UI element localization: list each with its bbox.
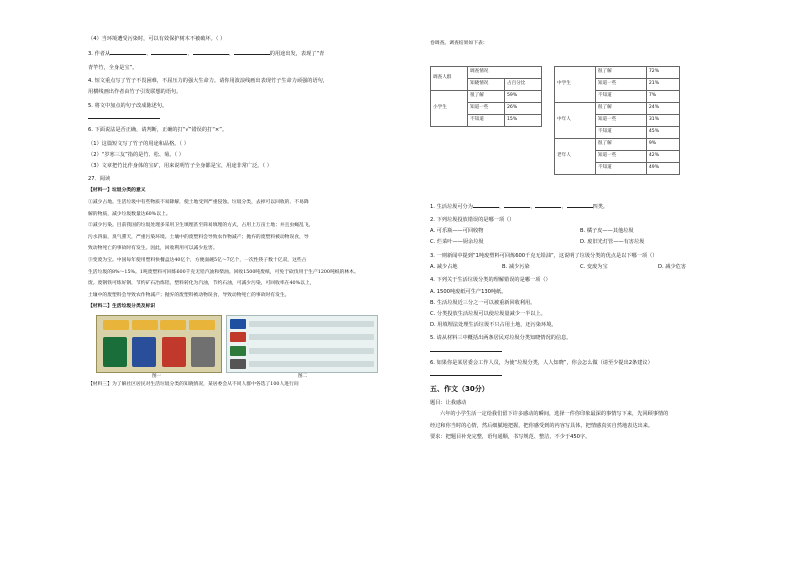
question-6-3: （3）文章把竹比作身体的宝矿，用来说明竹子全身都是宝，用途非常广泛。（ ） (88, 162, 272, 169)
question-4: 4. 短文重点写了竹子不畏困难，不屈压力的强大生命力。请你用波浪线画出表现竹子生命力顽强的语句， (88, 78, 329, 85)
q4-option-d[interactable]: D. 用填埋法处理生活垃圾不只占用土地，还污染环境。 (430, 322, 557, 329)
material-1-title: 【材料一】垃圾分类的意义 (88, 187, 146, 194)
survey-tables (430, 52, 740, 202)
survey-table-primary (430, 66, 542, 127)
composition-prompt: 六年的小学生活一定给我们留下许多感动的瞬间，选择一件你印象最深的事情写下来，先回顾事情的 (440, 411, 669, 418)
recyclable-sign-icon (230, 319, 246, 329)
question-4-cont: 用横线画出作者由竹子引发联想的语句。 (88, 89, 182, 96)
q2: 2. 下列垃圾投放错误的是哪一项（） (430, 216, 515, 223)
table-cell: 45% (646, 126, 679, 138)
option-c[interactable]: C. 烂菜叶——厨余垃圾 (430, 239, 484, 246)
composition-prompt: 经过和你当时的心情，然后细腻地把握，把你感受到的内容写具体，把情感真实自然地表达出来。 (430, 422, 654, 429)
question-6-1: （1）这篇短文写了竹子的用途和品格。（ ） (88, 140, 189, 147)
q5: 5. 请从材料三中概括出两条居民对垃圾分类知晓情况的信息。 (430, 335, 572, 342)
table-cell: 42% (646, 150, 679, 162)
material-1-line: 生活垃圾的8%～15%。1吨废塑料可回炼600千克无铅汽油和柴油。回收1500吨废纸，可免于砍伐用于生产1200吨纸的林木。 (88, 269, 359, 275)
material-2-title: 【材料二】生活垃圾分类及标识 (88, 303, 156, 310)
q4: 4. 下列关于生活垃圾分类的理解错误的是哪一项（） (430, 277, 551, 284)
material-1-line: 污水四溢，臭气熏天，严重污染环境。土壤中的废塑料会导致农作物减产；抛弃的废塑料被动物误食，导 (88, 234, 309, 240)
section-composition: 五、作文（30分） (430, 385, 489, 394)
kitchen-sign-icon (230, 346, 246, 356)
sorting-bins-image (96, 315, 222, 373)
q3: 3. 一则新闻中提到“1吨废塑料可回炼600千克无铅油”，这说明了垃圾分类的优点是以下哪一项（） (430, 252, 658, 259)
table-cell: 不知道 (468, 114, 505, 126)
table-cell: 调查人群 (431, 66, 468, 90)
answer-blank[interactable] (504, 202, 530, 208)
table-cell: 15% (505, 114, 542, 126)
figure-1-caption: 图一 (152, 374, 162, 380)
material-1-line: 致动物死亡的事故时有发生。因此，回收利用可以减少危害。 (88, 246, 218, 252)
table-cell: 知道一些 (595, 78, 646, 90)
table-cell: 中学生 (555, 66, 596, 102)
question-1-4: （4）当环境遭受污染时，可以有效保护树木不被破坏。（ ） (88, 36, 226, 42)
left-column (88, 36, 388, 393)
answer-line[interactable] (430, 349, 502, 352)
table-cell: 21% (646, 78, 679, 90)
q4-option-a[interactable]: A. 1500吨废纸可生产130吨纸。 (430, 288, 507, 295)
table-cell: 很了解 (595, 66, 646, 78)
sorting-signs-image (226, 315, 378, 373)
table-cell: 72% (646, 66, 679, 78)
table-cell: 知道一些 (595, 150, 646, 162)
q3-options (430, 264, 740, 271)
material-1-line: ②减少污染。目前我国的垃圾处理多采用卫生填埋甚至简易填埋的方式，占用上万亩土地；并且虫蝇乱飞， (88, 223, 314, 229)
material-1-line: ①减少占地。生活垃圾中有些物质不易降解，使土地受到严重侵蚀。垃圾分类，去掉可以回收的、不易降 (88, 200, 309, 206)
option-b[interactable]: B. 橘子皮——其他垃圾 (580, 228, 634, 235)
composition-requirements: 要求：把题目补充完整，语句通顺，书写规范、整洁，不少于450字。 (430, 433, 591, 440)
q1: 1. 生活垃圾可分为 、 、 、 四类。 (430, 203, 609, 210)
table-cell: 知道一些 (595, 114, 646, 126)
answer-blank[interactable] (151, 49, 187, 55)
table-cell: 知晓情况 (468, 78, 505, 90)
answer-blank[interactable] (234, 49, 270, 55)
other-waste-bin-icon (191, 337, 215, 367)
kitchen-waste-bin-icon (132, 337, 156, 367)
other-sign-icon (230, 359, 246, 369)
q6: 6. 如果你是某居委会工作人员，为使“垃圾分类，人人知晓”，你会怎么做（请至少提出2条建议） (430, 359, 653, 366)
answer-blank[interactable] (535, 202, 561, 208)
option-d[interactable]: D. 废旧光灯管——有害垃圾 (580, 239, 645, 246)
q4-option-b[interactable]: B. 生活垃圾近三分之一可以被重新回收利用。 (430, 299, 536, 306)
composition-topic: 题目：让我感动 (430, 400, 467, 407)
table-cell: 59% (505, 90, 542, 102)
table-cell: 31% (646, 114, 679, 126)
question-27: 27．阅读 (88, 176, 111, 183)
question-6: 6. 下面说法是否正确，请判断，正确的打“√”错误的打“×”。 (88, 127, 228, 134)
question-3-cont: 青竿竹，全身是宝”。 (88, 64, 138, 71)
table-cell: 老年人 (555, 138, 596, 174)
figures (88, 315, 388, 380)
table-cell: 不知道 (595, 162, 646, 174)
material-1-line: 解的物质，减少垃圾数量达60%以上。 (88, 211, 171, 217)
q4-option-c[interactable]: C. 分类投放生活垃圾可以使垃圾量减少一半以上。 (430, 310, 546, 317)
question-3: 3. 作者从 、 、 、 的用途出发，表现了“青 (88, 51, 325, 58)
material-1-line: 土壤中的废塑料会导致农作物减产；抛弃的废塑料被动物误食，导致动物死亡的事故时有发生。 (88, 292, 290, 298)
option-d[interactable]: D. 减少危害 (658, 263, 687, 270)
table-cell: 7% (646, 90, 679, 102)
table-cell: 调查情况 (468, 66, 542, 78)
table-cell: 很了解 (468, 90, 505, 102)
right-column (430, 36, 740, 445)
table-cell: 24% (646, 102, 679, 114)
material-1-line: ③变废为宝。中国每年使用塑料快餐盒达40亿个，方便面碗5亿～7亿个，一次性筷子数十亿双，这些占 (88, 258, 307, 264)
table-cell: 不知道 (595, 126, 646, 138)
question-5: 5. 将文中加点的句子改成陈述句。 (88, 102, 168, 109)
hazardous-bin-icon (162, 337, 186, 367)
hazardous-sign-icon (230, 332, 246, 342)
category-banner (103, 320, 215, 332)
table-cell: 中年人 (555, 102, 596, 138)
answer-line[interactable] (88, 116, 160, 119)
option-a[interactable]: A. 可乐瓶——可回收物 (430, 228, 484, 235)
table-cell: 知道一些 (468, 102, 505, 114)
figure-2-caption: 图二 (298, 374, 308, 380)
option-b[interactable]: B. 减少污染 (502, 263, 530, 270)
answer-blank[interactable] (110, 49, 146, 55)
answer-blank[interactable] (567, 202, 593, 208)
table-cell: 很了解 (595, 138, 646, 150)
q2-options-cd (430, 239, 740, 246)
answer-blank[interactable] (193, 49, 229, 55)
material-1-line: 废。废钢铁可炼好钢，节约矿石冶炼铝，塑料转化为汽油，节约石油，可减少污染，可回收率在40%以上， (88, 281, 315, 287)
answer-blank[interactable] (473, 202, 499, 208)
table-cell: 不知道 (595, 90, 646, 102)
table-cell: 占百分比 (505, 78, 542, 90)
survey-table-others (554, 66, 680, 175)
table-cell: 小学生 (431, 90, 468, 126)
recyclable-bin-icon (103, 337, 127, 367)
question-6-2: （2）“岁寒三友”指的是竹、松、菊。（ ） (88, 151, 184, 158)
table-cell: 9% (646, 138, 679, 150)
material-3-cont: 卷调查。调查结果如下表： (430, 41, 488, 46)
table-cell: 很了解 (595, 102, 646, 114)
option-c[interactable]: C. 变废为宝 (580, 263, 608, 270)
material-3-intro: 【材料三】为了解社区居民对生活垃圾分类的知晓情况，某居委会从不同人群中各选了100人进行问 (88, 382, 299, 388)
option-a[interactable]: A. 减少占地 (430, 263, 458, 270)
q2-options-ab (430, 228, 740, 235)
table-cell: 26% (505, 102, 542, 114)
table-cell: 49% (646, 162, 679, 174)
answer-line[interactable] (430, 373, 502, 376)
